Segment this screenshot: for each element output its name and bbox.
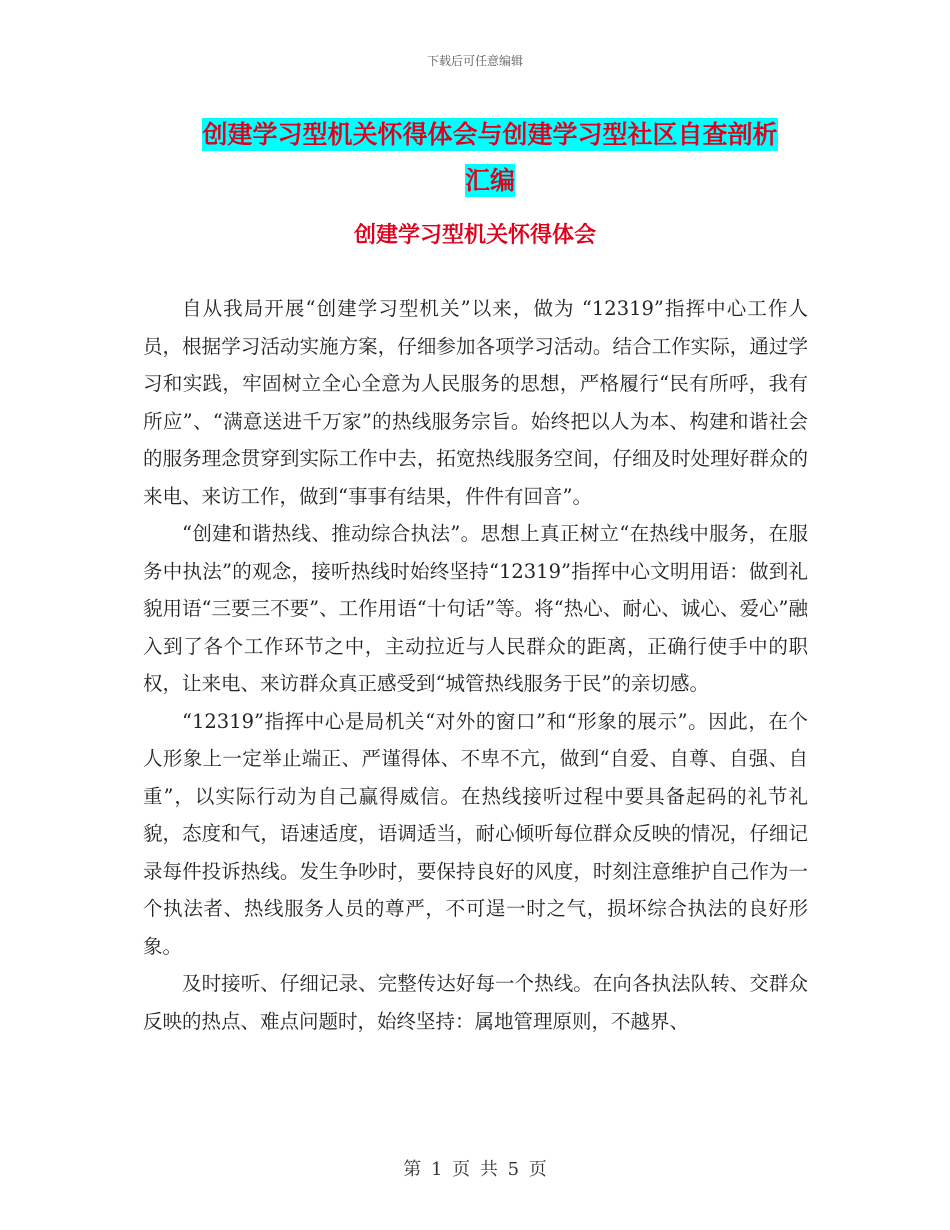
document-title-line-2: 汇编 (464, 166, 515, 195)
section-title: 创建学习型机关怀得体会 (353, 223, 596, 248)
document-body (143, 290, 808, 1040)
body-paragraph-1: 自从我局开展“创建学习型机关”以来，做为 “12319”指挥中心工作人员，根据学习活动实施方案，仔细参加各项学习活动。结合工作实际，通过学习和实践，牢固树立全心全意为人民服务的思想，严格履行“民有所呼，我有所应”、“满意送进千万家”的热线服务宗旨。始终把以人为本、构建和谐社会的服务理念贯穿到实际工作中去，拓宽热线服务空间，仔细及时处理好群众的来电、来访工作，做到“事事有结果，件件有回音”。 (143, 297, 808, 508)
body-paragraph-4: 及时接听、仔细记录、完整传达好每一个热线。在向各执法队转、交群众反映的热点、难点问题时，始终坚持：属地管理原则，不越界、 (143, 972, 808, 1033)
document-title (150, 112, 830, 204)
page-number-footer: 第 1 页 共 5 页 (403, 1159, 547, 1180)
page-header-note: 下载后可任意编辑 (426, 54, 523, 68)
body-paragraph-3: “12319”指挥中心是局机关“对外的窗口”和“形象的展示”。因此，在个人形象上一定举止端正、严谨得体、不卑不亢，做到“自爱、自尊、自强、自重”，以实际行动为自己赢得威信。在热线接听过程中要具备起码的礼节礼貌，态度和气，语速适度，语调适当，耐心倾听每位群众反映的情况，仔细记录每件投诉热线。发生争吵时，要保持良好的风度，时刻注意维护自己作为一个执法者、热线服务人员的尊严，不可逞一时之气，损坏综合执法的良好形象。 (143, 709, 808, 958)
body-paragraph-2: “创建和谐热线、推动综合执法”。思想上真正树立“在热线中服务，在服务中执法”的观念，接听热线时始终坚持“12319”指挥中心文明用语：做到礼貌用语“三要三不要”、工作用语“十句话”等。将“热心、耐心、诚心、爱心”融入到了各个工作环节之中，主动拉近与人民群众的距离，正确行使手中的职权，让来电、来访群众真正感受到“城管热线服务于民”的亲切感。 (143, 522, 808, 695)
document-title-line-1: 创建学习型机关怀得体会与创建学习型社区自查剖析 (202, 120, 778, 149)
